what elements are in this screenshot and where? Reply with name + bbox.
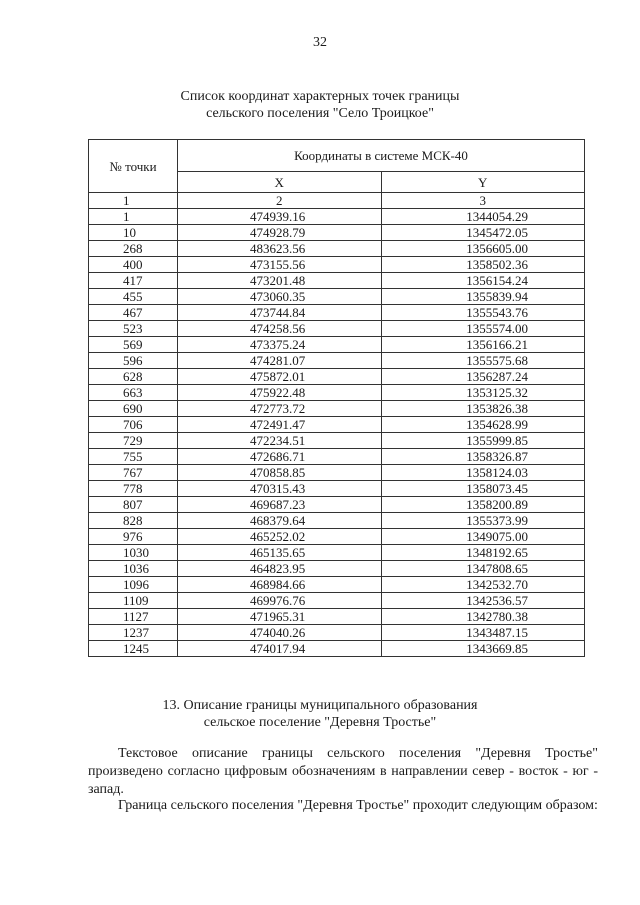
point-number-cell: 523: [89, 321, 178, 337]
y-coordinate-cell: 1355839.94: [381, 289, 585, 305]
header-coordinate-system: Координаты в системе МСК-40: [178, 140, 585, 172]
table-row: [89, 625, 585, 641]
y-coordinate-cell: 1358200.89: [381, 497, 585, 513]
section-title-line1: 13. Описание границы муниципального образования: [162, 698, 478, 713]
y-coordinate-cell: 1358502.36: [381, 257, 585, 273]
point-number-cell: 1030: [89, 545, 178, 561]
point-number-cell: 1127: [89, 609, 178, 625]
page-number: 32: [313, 35, 327, 50]
point-number-cell: 663: [89, 385, 178, 401]
x-coordinate-cell: 468379.64: [178, 513, 382, 529]
point-number-cell: 400: [89, 257, 178, 273]
point-number-cell: 755: [89, 449, 178, 465]
table-row: [89, 433, 585, 449]
x-coordinate-cell: 474281.07: [178, 353, 382, 369]
x-coordinate-cell: 471965.31: [178, 609, 382, 625]
y-coordinate-cell: 1356605.00: [381, 241, 585, 257]
x-coordinate-cell: 468984.66: [178, 577, 382, 593]
point-number-cell: 1109: [89, 593, 178, 609]
x-coordinate-cell: 474258.56: [178, 321, 382, 337]
x-coordinate-cell: 465135.65: [178, 545, 382, 561]
table-row: [89, 609, 585, 625]
table-row: [89, 545, 585, 561]
table-row: [89, 209, 585, 225]
column-index-cell: 3: [381, 193, 585, 209]
table-row: [89, 385, 585, 401]
y-coordinate-cell: 1356166.21: [381, 337, 585, 353]
x-coordinate-cell: 472686.71: [178, 449, 382, 465]
x-coordinate-cell: 464823.95: [178, 561, 382, 577]
y-coordinate-cell: 1342536.57: [381, 593, 585, 609]
x-coordinate-cell: 472234.51: [178, 433, 382, 449]
point-number-cell: 1096: [89, 577, 178, 593]
table-row: [89, 305, 585, 321]
table-row: [89, 593, 585, 609]
table-title-line2: сельского поселения "Село Троицкое": [206, 106, 434, 121]
x-coordinate-cell: 473201.48: [178, 273, 382, 289]
table-row: [89, 353, 585, 369]
y-coordinate-cell: 1349075.00: [381, 529, 585, 545]
y-coordinate-cell: 1353826.38: [381, 401, 585, 417]
x-coordinate-cell: 473155.56: [178, 257, 382, 273]
section-title-line2: сельское поселение "Деревня Тростье": [203, 715, 437, 730]
point-number-cell: 1: [89, 209, 178, 225]
point-number-cell: 807: [89, 497, 178, 513]
point-number-cell: 455: [89, 289, 178, 305]
x-coordinate-cell: 475872.01: [178, 369, 382, 385]
x-coordinate-cell: 465252.02: [178, 529, 382, 545]
x-coordinate-cell: 469976.76: [178, 593, 382, 609]
paragraph-boundary: Граница сельского поселения "Деревня Тростье" проходит следующим образом:: [118, 798, 598, 813]
y-coordinate-cell: 1358073.45: [381, 481, 585, 497]
point-number-cell: 1036: [89, 561, 178, 577]
point-number-cell: 10: [89, 225, 178, 241]
y-coordinate-cell: 1342780.38: [381, 609, 585, 625]
x-coordinate-cell: 483623.56: [178, 241, 382, 257]
table-row: [89, 241, 585, 257]
table-row: [89, 513, 585, 529]
column-index-cell: 1: [89, 193, 178, 209]
y-coordinate-cell: 1358124.03: [381, 465, 585, 481]
table-row: [89, 401, 585, 417]
table-row: [89, 321, 585, 337]
y-coordinate-cell: 1344054.29: [381, 209, 585, 225]
point-number-cell: 1245: [89, 641, 178, 657]
table-title: [0, 88, 640, 122]
y-coordinate-cell: 1358326.87: [381, 449, 585, 465]
table-row: [89, 529, 585, 545]
x-coordinate-cell: 472773.72: [178, 401, 382, 417]
x-coordinate-cell: 473375.24: [178, 337, 382, 353]
point-number-cell: 976: [89, 529, 178, 545]
y-coordinate-cell: 1347808.65: [381, 561, 585, 577]
point-number-cell: 596: [89, 353, 178, 369]
table-row: [89, 273, 585, 289]
y-coordinate-cell: 1345472.05: [381, 225, 585, 241]
x-coordinate-cell: 473744.84: [178, 305, 382, 321]
x-coordinate-cell: 474928.79: [178, 225, 382, 241]
x-coordinate-cell: 474939.16: [178, 209, 382, 225]
point-number-cell: 268: [89, 241, 178, 257]
y-coordinate-cell: 1342532.70: [381, 577, 585, 593]
y-coordinate-cell: 1348192.65: [381, 545, 585, 561]
y-coordinate-cell: 1343669.85: [381, 641, 585, 657]
paragraph-description: Текстовое описание границы сельского поселения "Деревня Тростье" произведено согласно цифровым обозначениям в направлении север - восток - юг - запад.: [88, 746, 598, 797]
point-number-cell: 729: [89, 433, 178, 449]
header-x: X: [178, 172, 382, 193]
y-coordinate-cell: 1353125.32: [381, 385, 585, 401]
point-number-cell: 417: [89, 273, 178, 289]
table-row: [89, 369, 585, 385]
x-coordinate-cell: 472491.47: [178, 417, 382, 433]
table-row: [89, 225, 585, 241]
table-row: [89, 337, 585, 353]
header-point-number: № точки: [89, 140, 178, 193]
y-coordinate-cell: 1355999.85: [381, 433, 585, 449]
y-coordinate-cell: 1354628.99: [381, 417, 585, 433]
y-coordinate-cell: 1356154.24: [381, 273, 585, 289]
x-coordinate-cell: 469687.23: [178, 497, 382, 513]
table-row: [89, 417, 585, 433]
table-title-line1: Список координат характерных точек границы: [180, 89, 460, 104]
point-number-cell: 467: [89, 305, 178, 321]
column-index-cell: 2: [178, 193, 382, 209]
y-coordinate-cell: 1355543.76: [381, 305, 585, 321]
point-number-cell: 628: [89, 369, 178, 385]
y-coordinate-cell: 1356287.24: [381, 369, 585, 385]
table-row: [89, 449, 585, 465]
point-number-cell: 767: [89, 465, 178, 481]
table-row: [89, 577, 585, 593]
table-row: [89, 481, 585, 497]
x-coordinate-cell: 473060.35: [178, 289, 382, 305]
x-coordinate-cell: 474017.94: [178, 641, 382, 657]
table-row: [89, 561, 585, 577]
table-row: [89, 465, 585, 481]
coordinates-table: [88, 139, 585, 657]
x-coordinate-cell: 474040.26: [178, 625, 382, 641]
y-coordinate-cell: 1355373.99: [381, 513, 585, 529]
point-number-cell: 1237: [89, 625, 178, 641]
table-row: [89, 641, 585, 657]
column-index-row: [89, 193, 585, 209]
table-row: [89, 497, 585, 513]
point-number-cell: 690: [89, 401, 178, 417]
y-coordinate-cell: 1355575.68: [381, 353, 585, 369]
x-coordinate-cell: 470858.85: [178, 465, 382, 481]
point-number-cell: 828: [89, 513, 178, 529]
section-title: [0, 697, 640, 731]
x-coordinate-cell: 475922.48: [178, 385, 382, 401]
point-number-cell: 778: [89, 481, 178, 497]
table-row: [89, 257, 585, 273]
point-number-cell: 706: [89, 417, 178, 433]
header-y: Y: [381, 172, 585, 193]
table-row: [89, 289, 585, 305]
point-number-cell: 569: [89, 337, 178, 353]
y-coordinate-cell: 1343487.15: [381, 625, 585, 641]
y-coordinate-cell: 1355574.00: [381, 321, 585, 337]
x-coordinate-cell: 470315.43: [178, 481, 382, 497]
